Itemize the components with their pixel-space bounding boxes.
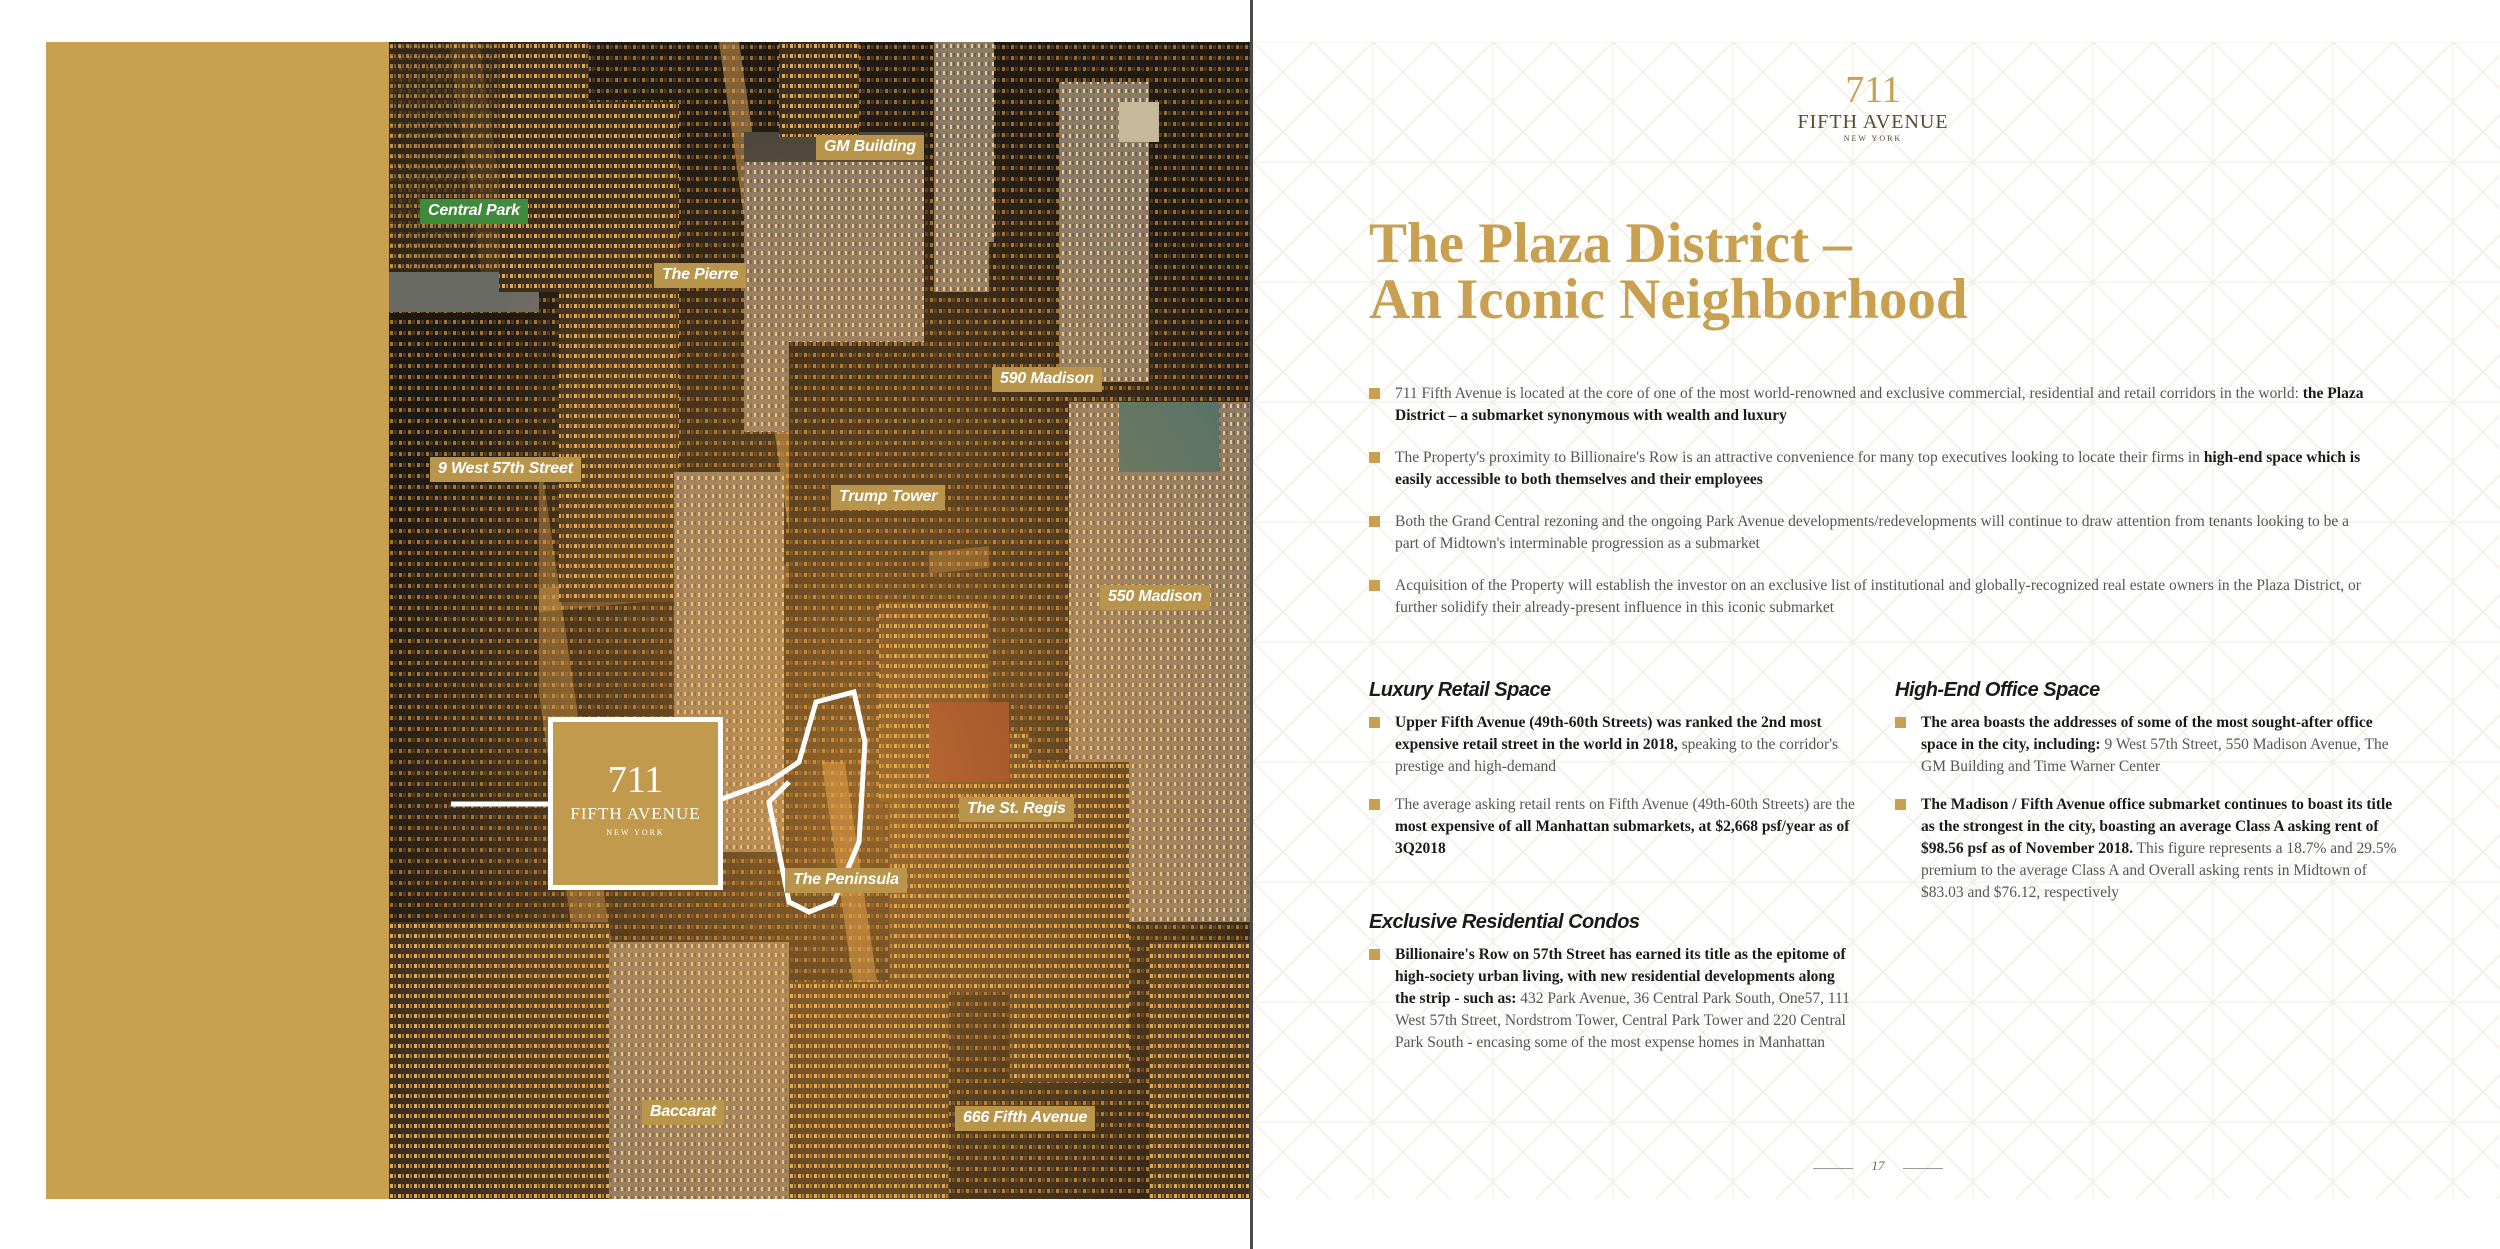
logo-avenue: FIFTH AVENUE — [570, 804, 701, 823]
label-st-regis: The St. Regis — [959, 797, 1074, 822]
page-number: 17 — [1871, 1158, 1885, 1173]
footer-rule-right — [1903, 1168, 1943, 1169]
office-bullet: The Madison / Fifth Avenue office submarket continues to boast its title as the strongest in the city, boasting an average Class A asking rent of $98.56 psf as of November 2018. This figure represents a 18.7% and 29.5% premium to the average Class A and Overall asking rents in Midtown of $83.03 and $76.12, respectively — [1895, 794, 2405, 904]
property-logo-box — [548, 717, 723, 890]
label-9-west-57th: 9 West 57th Street — [430, 457, 581, 482]
retail-bullet: Upper Fifth Avenue (49th-60th Streets) was ranked the 2nd most expensive retail street in the world in 2018, speaking to the corridor's prestige and high-demand — [1369, 712, 1859, 778]
retail-bullet-list — [1369, 712, 1859, 876]
condos-bullet: Billionaire's Row on 57th Street has earned its title as the epitome of high-society urban living, with new residential developments along the strip - such as: 432 Park Avenue, 36 Central Park South, One57, 111 West 57th Street, Nordstrom Tower, Central Park Tower and 220 Central Park South - encasing some of the most expense homes in Manhattan — [1369, 944, 1859, 1054]
logo-city: NEW YORK — [606, 828, 665, 837]
header-logo — [1773, 70, 1973, 143]
label-550-madison: 550 Madison — [1100, 585, 1210, 610]
intro-bullet: 711 Fifth Avenue is located at the core of one of the most world-renowned and exclusive commercial, residential and retail corridors in the world: the Plaza District – a submarket synonymous with wealth and luxury — [1369, 383, 2369, 427]
label-gm-building: GM Building — [816, 135, 924, 160]
header-logo-avenue: FIFTH AVENUE — [1797, 111, 1949, 133]
office-bullet-list — [1895, 712, 2405, 920]
label-central-park: Central Park — [420, 199, 528, 224]
page-title-line-1: The Plaza District – — [1369, 212, 1852, 275]
retail-heading: Luxury Retail Space — [1369, 679, 1551, 701]
bullet-square-icon — [1895, 799, 1906, 810]
intro-bullet-list — [1369, 383, 2369, 639]
intro-bullet: Acquisition of the Property will establish the investor on an exclusive list of institutional and globally-recognized real estate owners in the Plaza District, or further solidify their already-present influence in this iconic submarket — [1369, 575, 2369, 619]
label-baccarat: Baccarat — [642, 1100, 724, 1125]
bullet-square-icon — [1895, 717, 1906, 728]
label-590-madison: 590 Madison — [992, 367, 1102, 392]
bullet-square-icon — [1369, 799, 1380, 810]
label-666-fifth-avenue: 666 Fifth Avenue — [955, 1106, 1095, 1131]
label-trump-tower: Trump Tower — [831, 485, 945, 510]
header-logo-number: 711 — [1845, 69, 1901, 111]
header-logo-city: NEW YORK — [1843, 134, 1903, 143]
logo-number: 711 — [607, 759, 664, 801]
aerial-city-photo — [389, 42, 1250, 1199]
bullet-square-icon — [1369, 452, 1380, 463]
intro-bullet: The Property's proximity to Billionaire's Row is an attractive convenience for many top executives looking to locate their firms in high-end space which is easily accessible to both themselves and their employees — [1369, 447, 2369, 491]
office-heading: High-End Office Space — [1895, 679, 2100, 701]
gold-strip — [46, 42, 389, 1199]
office-bullet: The area boasts the addresses of some of the most sought-after office space in the city, including: 9 West 57th Street, 550 Madison Avenue, The GM Building and Time Warner Center — [1895, 712, 2405, 778]
label-the-pierre: The Pierre — [654, 263, 746, 288]
label-the-peninsula: The Peninsula — [785, 868, 907, 893]
condos-heading: Exclusive Residential Condos — [1369, 911, 1640, 933]
bullet-square-icon — [1369, 949, 1380, 960]
intro-bullet: Both the Grand Central rezoning and the ongoing Park Avenue developments/redevelopments will continue to draw attention from tenants looking to be a part of Midtown's interminable progression as a submarket — [1369, 511, 2369, 555]
condos-bullet-list — [1369, 944, 1859, 1070]
bullet-square-icon — [1369, 516, 1380, 527]
right-page — [1250, 0, 2500, 1249]
retail-bullet: The average asking retail rents on Fifth Avenue (49th-60th Streets) are the most expensive of all Manhattan submarkets, at $2,668 psf/year as of 3Q2018 — [1369, 794, 1859, 860]
bullet-square-icon — [1369, 388, 1380, 399]
page-title — [1369, 212, 2269, 331]
bullet-square-icon — [1369, 580, 1380, 591]
bullet-square-icon — [1369, 717, 1380, 728]
page-title-line-2: An Iconic Neighborhood — [1369, 268, 1968, 331]
page-footer — [1813, 1158, 1943, 1178]
